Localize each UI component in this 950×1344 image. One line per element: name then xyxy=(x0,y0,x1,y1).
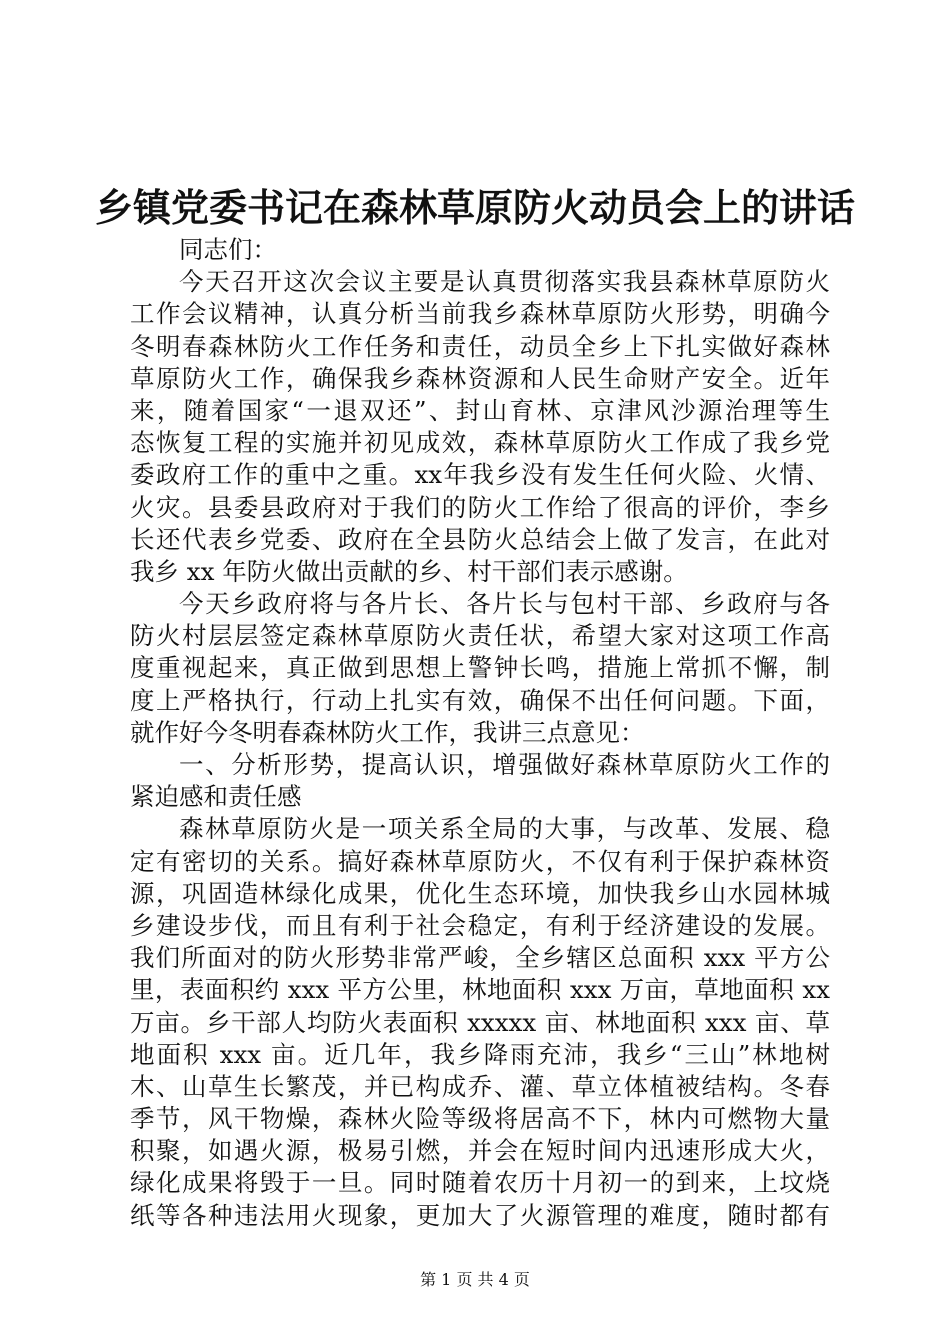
text-line: 今天乡政府将与各片长、各片长与包村干部、乡政府与各 xyxy=(179,589,830,619)
text-line: 纸等各种违法用火现象，更加大了火源管理的难度，随时都有 xyxy=(130,1200,830,1230)
text-line: 冬明春森林防火工作任务和责任，动员全乡上下扎实做好森林 xyxy=(130,331,830,361)
text-line: 工作会议精神，认真分析当前我乡森林草原防火形势，明确今 xyxy=(130,299,830,329)
text-line: 森林草原防火是一项关系全局的大事，与改革、发展、稳 xyxy=(179,814,830,844)
text-line: 今天召开这次会议主要是认真贯彻落实我县森林草原防火 xyxy=(179,267,830,297)
text-line: 草原防火工作，确保我乡森林资源和人民生命财产安全。近年 xyxy=(130,363,830,393)
text-line: 我乡 xx 年防火做出贡献的乡、村干部们表示感谢。 xyxy=(130,556,688,586)
page-footer: 第 1 页 共 4 页 xyxy=(420,1270,530,1289)
text-line: 定有密切的关系。搞好森林草原防火，不仅有利于保护森林资 xyxy=(130,846,830,876)
text-line: 一、分析形势，提高认识，增强做好森林草原防火工作的 xyxy=(179,750,830,779)
text-line: 同志们： xyxy=(179,235,277,264)
document-title: 乡镇党委书记在森林草原防火动员会上的讲话 xyxy=(94,185,855,230)
text-line: 里，表面积约 xxx 平方公里，林地面积 xxx 万亩，草地面积 xx xyxy=(130,975,830,1005)
text-line: 我们所面对的防火形势非常严峻，全乡辖区总面积 xxx 平方公 xyxy=(130,943,830,973)
text-line: 地面积 xxx 亩。近几年，我乡降雨充沛，我乡“三山”林地树 xyxy=(130,1039,830,1069)
text-line: 火灾。县委县政府对于我们的防火工作给了很高的评价，李乡 xyxy=(130,492,830,522)
text-line: 万亩。乡干部人均防火表面积 xxxxx 亩、林地面积 xxx 亩、草 xyxy=(130,1007,830,1037)
text-line: 积聚，如遇火源，极易引燃，并会在短时间内迅速形成大火， xyxy=(130,1136,830,1166)
text-line: 季节，风干物燥，森林火险等级将居高不下，林内可燃物大量 xyxy=(130,1104,830,1134)
text-line: 来，随着国家“一退双还”、封山育林、京津风沙源治理等生 xyxy=(130,395,830,425)
text-line: 委政府工作的重中之重。xx年我乡没有发生任何火险、火情、 xyxy=(130,460,830,490)
text-line: 防火村层层签定森林草原防火责任状，希望大家对这项工作高 xyxy=(130,621,830,651)
text-line: 度重视起来，真正做到思想上警钟长鸣，措施上常抓不懈，制 xyxy=(130,653,830,683)
document-body xyxy=(130,234,830,1232)
text-line: 态恢复工程的实施并初见成效，森林草原防火工作成了我乡党 xyxy=(130,428,830,458)
text-line: 木、山草生长繁茂，并已构成乔、灌、草立体植被结构。冬春 xyxy=(130,1071,830,1101)
text-line: 绿化成果将毁于一旦。同时随着农历十月初一的到来，上坟烧 xyxy=(130,1168,830,1198)
text-line: 乡建设步伐，而且有利于社会稳定，有利于经济建设的发展。 xyxy=(130,910,830,940)
text-line: 就作好今冬明春森林防火工作，我讲三点意见： xyxy=(130,717,645,747)
text-line: 度上严格执行，行动上扎实有效，确保不出任何问题。下面， xyxy=(130,685,830,715)
text-line: 源，巩固造林绿化成果，优化生态环境，加快我乡山水园林城 xyxy=(130,878,830,908)
text-line: 紧迫感和责任感 xyxy=(130,782,302,812)
text-line: 长还代表乡党委、政府在全县防火总结会上做了发言，在此对 xyxy=(130,524,830,554)
